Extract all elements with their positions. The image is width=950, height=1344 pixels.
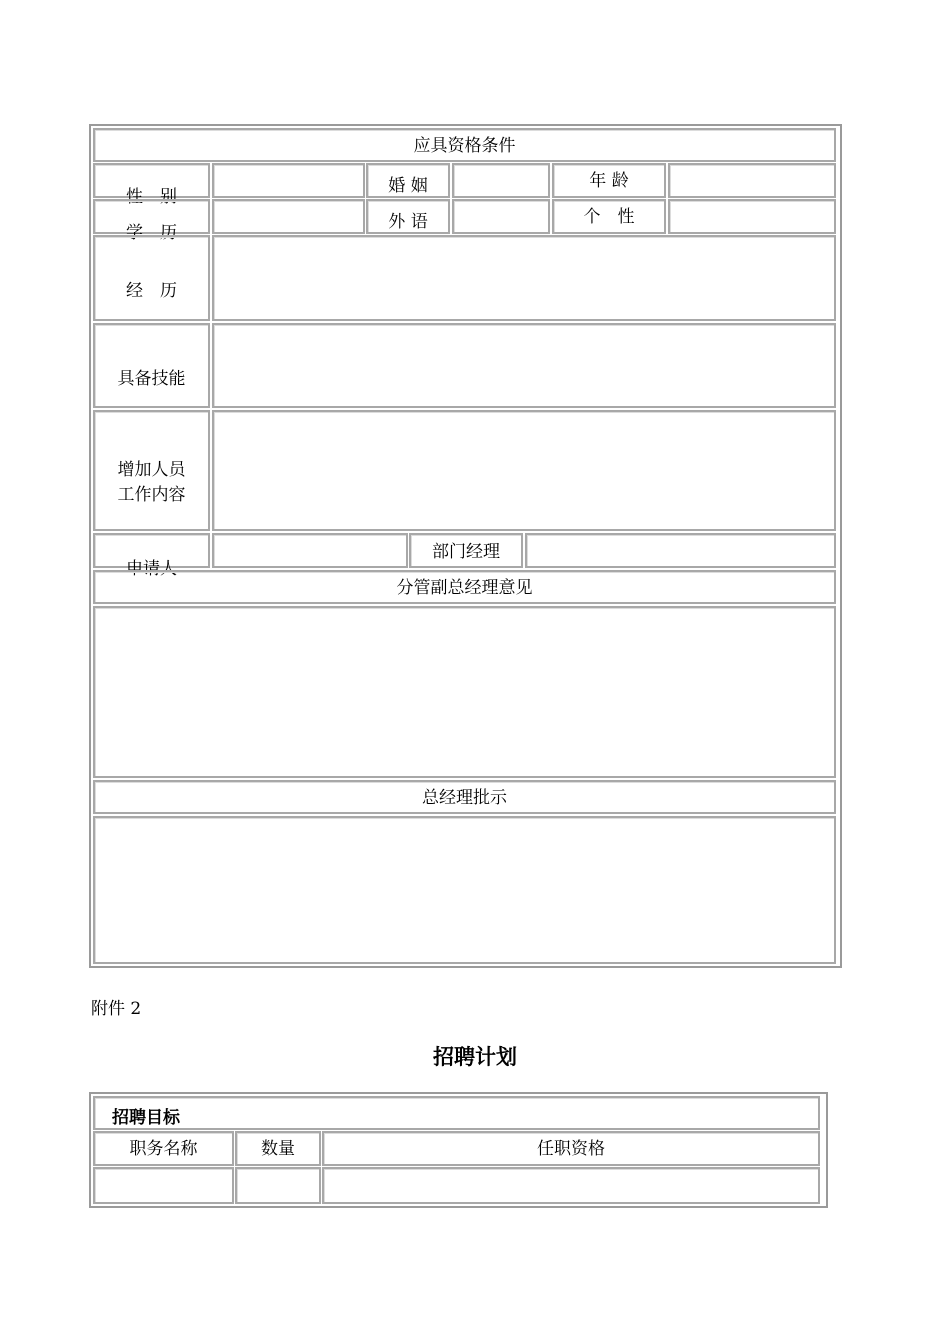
column-header-position-text: 职务名称	[129, 1139, 198, 1159]
language-label-cell	[366, 199, 450, 234]
language-label: 外 语	[388, 212, 428, 232]
column-header-qualification-text: 任职资格	[537, 1139, 605, 1159]
experience-label-cell	[93, 235, 210, 321]
gender-field[interactable]	[212, 163, 365, 198]
age-field[interactable]	[668, 163, 836, 198]
marriage-label-cell	[366, 163, 450, 198]
applicant-label: 申请人	[126, 559, 177, 579]
column-header-position	[93, 1131, 234, 1166]
personality-field[interactable]	[668, 199, 836, 234]
education-label: 学 历	[126, 223, 177, 243]
added-staff-field[interactable]	[212, 410, 836, 531]
position-field[interactable]	[93, 1167, 234, 1204]
language-field[interactable]	[452, 199, 550, 234]
vp-opinion-header-text: 分管副总经理意见	[396, 578, 533, 598]
personality-label-cell	[552, 199, 666, 234]
vp-opinion-field[interactable]	[93, 606, 836, 778]
gender-label-cell	[93, 163, 210, 207]
applicant-label-cell	[93, 533, 210, 579]
qualification-field[interactable]	[322, 1167, 820, 1204]
experience-field[interactable]	[212, 235, 836, 321]
quantity-field[interactable]	[235, 1167, 321, 1204]
vp-opinion-header	[93, 570, 836, 604]
personality-label: 个 性	[583, 207, 635, 227]
applicant-field[interactable]	[212, 533, 408, 568]
skills-label: 具备技能	[117, 369, 186, 389]
skills-label-cell	[93, 323, 210, 408]
dept-manager-field[interactable]	[525, 533, 836, 568]
qualification-header-text: 应具资格条件	[413, 136, 516, 156]
skills-field[interactable]	[212, 323, 836, 408]
gender-label: 性 别	[126, 187, 177, 207]
recruitment-goal-row	[93, 1096, 820, 1130]
qualification-header	[93, 128, 836, 162]
recruitment-plan-title: 招聘计划	[433, 1045, 517, 1069]
recruitment-goal-text: 招聘目标	[112, 1108, 180, 1128]
gm-approval-field[interactable]	[93, 816, 836, 964]
added-staff-label-line1: 增加人员	[117, 460, 186, 480]
marriage-label: 婚 姻	[388, 176, 428, 196]
age-label-cell	[552, 163, 666, 198]
education-field[interactable]	[212, 199, 365, 234]
attachment-label: 附件 2	[91, 999, 142, 1019]
column-header-quantity-text: 数量	[261, 1139, 295, 1159]
age-label: 年 龄	[589, 171, 629, 191]
gm-approval-header	[93, 780, 836, 814]
education-label-cell	[93, 199, 210, 243]
column-header-quantity	[235, 1131, 321, 1166]
added-staff-label-cell	[93, 410, 210, 531]
experience-label: 经 历	[126, 281, 177, 301]
dept-manager-label: 部门经理	[432, 542, 500, 562]
dept-manager-label-cell	[409, 533, 523, 568]
marriage-field[interactable]	[452, 163, 550, 198]
gm-approval-header-text: 总经理批示	[422, 788, 507, 808]
added-staff-label-line2: 工作内容	[117, 485, 186, 505]
column-header-qualification	[322, 1131, 820, 1166]
